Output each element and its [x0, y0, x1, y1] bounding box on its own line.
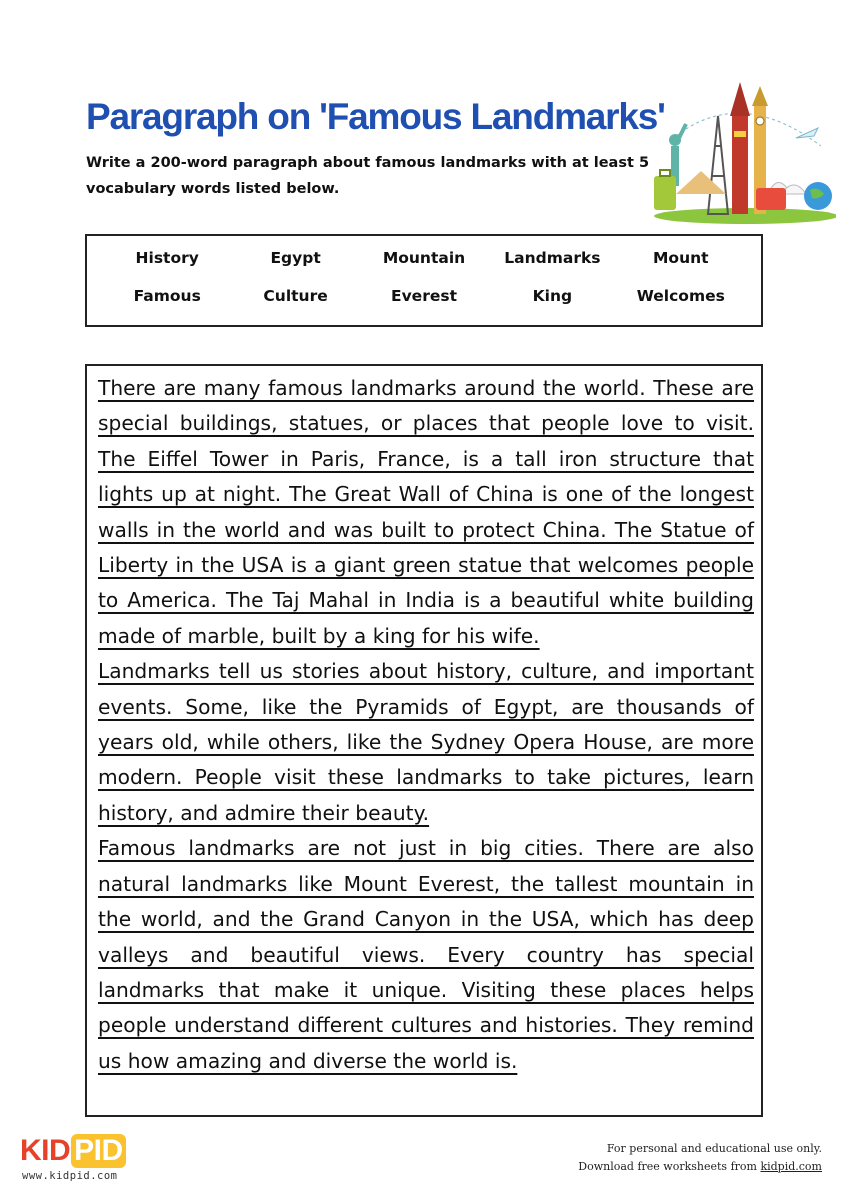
footer-usage-line: For personal and educational use only. — [606, 1142, 822, 1155]
paragraph-text — [98, 371, 754, 1079]
vocab-word: Everest — [390, 287, 457, 305]
kidpid-logo — [20, 1134, 140, 1184]
paragraph: Famous landmarks are not just in big cities. There are also natural landmarks like Mount Everest, the tallest mountain in the world, and the Grand Canyon in the USA, which has deep valleys and beautiful views. Every country has special landmarks that make it unique. Visiting these places helps people understand different cultures and histories. They remind us how amazing and diverse the world is. — [98, 836, 754, 1073]
paragraph-box — [85, 364, 763, 1117]
vocab-word: Famous — [133, 287, 201, 305]
footer-note — [578, 1140, 822, 1176]
vocab-word: Culture — [263, 287, 328, 305]
logo-url: www.kidpid.com — [22, 1170, 118, 1182]
vocab-word: Egypt — [270, 249, 321, 267]
logo-pid: PID — [71, 1134, 126, 1168]
vocab-word: Mount — [653, 249, 709, 267]
paragraph: Landmarks tell us stories about history, culture, and important events. Some, like the Pyramids of Egypt, are thousands of years old, while others, like the Sydney Opera House, are more modern. People visit these landmarks to take pictures, learn history, and admire their beauty. — [98, 659, 754, 825]
vocab-word: King — [532, 287, 573, 305]
worksheet-title: Paragraph on 'Famous Landmarks' — [86, 96, 665, 137]
worksheet-instructions: Write a 200-word paragraph about famous landmarks with at least 5 vocabulary words listed below. — [86, 155, 650, 197]
vocab-word: Mountain — [382, 249, 466, 267]
landmarks-illustration-icon — [646, 76, 836, 226]
footer-download-text: Download free worksheets from — [578, 1160, 761, 1173]
vocab-word: History — [135, 249, 199, 267]
footer-link[interactable]: kidpid.com — [760, 1160, 822, 1173]
vocabulary-grid — [103, 246, 745, 308]
vocab-word: Landmarks — [504, 249, 601, 267]
logo-kid: KID — [20, 1134, 71, 1167]
logo-wordmark — [20, 1134, 126, 1168]
paragraph: There are many famous landmarks around the world. These are special buildings, statues, or places that people love to visit. The Eiffel Tower in Paris, France, is a tall iron structure that lights up at night. The Great Wall of China is one of the longest walls in the world and was built to protect China. The Statue of Liberty in the USA is a giant green statue that welcomes people to America. The Taj Mahal in India is a beautiful white building made of marble, built by a king for his wife. — [98, 376, 754, 648]
footer-download-line — [578, 1158, 822, 1176]
vocabulary-box — [85, 234, 763, 327]
vocab-word: Welcomes — [636, 287, 725, 305]
